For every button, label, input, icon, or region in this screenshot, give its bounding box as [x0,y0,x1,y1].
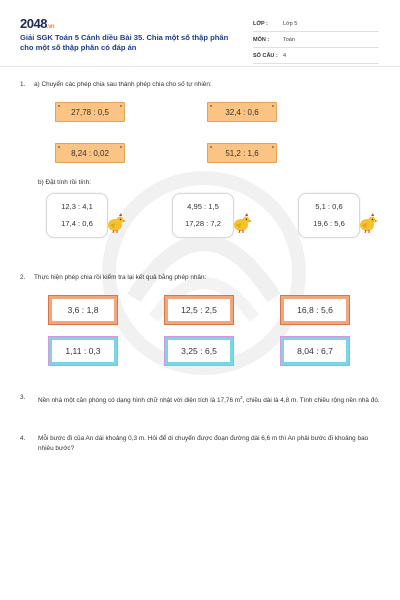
question-2: 2. Thực hiện phép chia rồi kiểm tra lại kết quả bằng phép nhân: [20,274,207,281]
calc-card: 12,3 : 4,1 17,4 : 0,6 [46,193,108,238]
question-1b-label: b) Đặt tính rồi tính: [38,179,91,186]
header-divider [0,66,400,67]
calc-card: 4,95 : 1,5 17,28 : 7,2 [172,193,234,238]
question-3: Nền nhà một căn phòng có dạng hình chữ nhật với diện tích là 17,76 $m^2$, chiều dài là 4,8 m. Tính chiều rộng nền nhà đó. [38,395,380,405]
question-1: 1. a) Chuyển các phép chia sau thành phép chia cho số tự nhiên: [20,81,212,88]
division-frame: 3,25 : 6,5 [165,337,233,365]
division-frame: 8,04 : 6,7 [281,337,349,365]
page-title: Giải SGK Toán 5 Cánh diều Bài 35. Chia một số thập phân cho một số thập phân có đáp án [20,33,229,52]
division-card: 51,2 : 1,6 [207,143,277,163]
division-card: 32,4 : 0,6 [207,102,277,122]
division-frame: 12,5 : 2,5 [165,296,233,324]
question-3-number: 3. [20,394,26,401]
division-frame: 16,8 : 5,6 [281,296,349,324]
meta-panel [253,16,379,64]
bird-illustration [356,213,378,233]
meta-row-class: LỚP : Lớp 5 [253,16,379,32]
bird-illustration [230,213,252,233]
division-card: 8,24 : 0,02 [55,143,125,163]
bird-illustration [104,213,126,233]
question-4-number: 4. [20,435,26,442]
division-frame: 3,6 : 1,8 [49,296,117,324]
meta-row-subject: MÔN : Toán [253,32,379,48]
question-4: Mỗi bước đi của An dài khoảng 0,3 m. Hỏi để di chuyển được đoạn đường dài 6,6 m thì An phải bước đi khoảng bao nhiêu bước? [38,435,369,452]
division-frame: 1,11 : 0,3 [49,337,117,365]
calc-card: 5,1 : 0,6 19,6 : 5,6 [298,193,360,238]
division-card: 27,78 : 0,5 [55,102,125,122]
site-logo[interactable]: 2048.vn [20,16,55,31]
meta-row-count: SỐ CÂU : 4 [253,48,379,64]
